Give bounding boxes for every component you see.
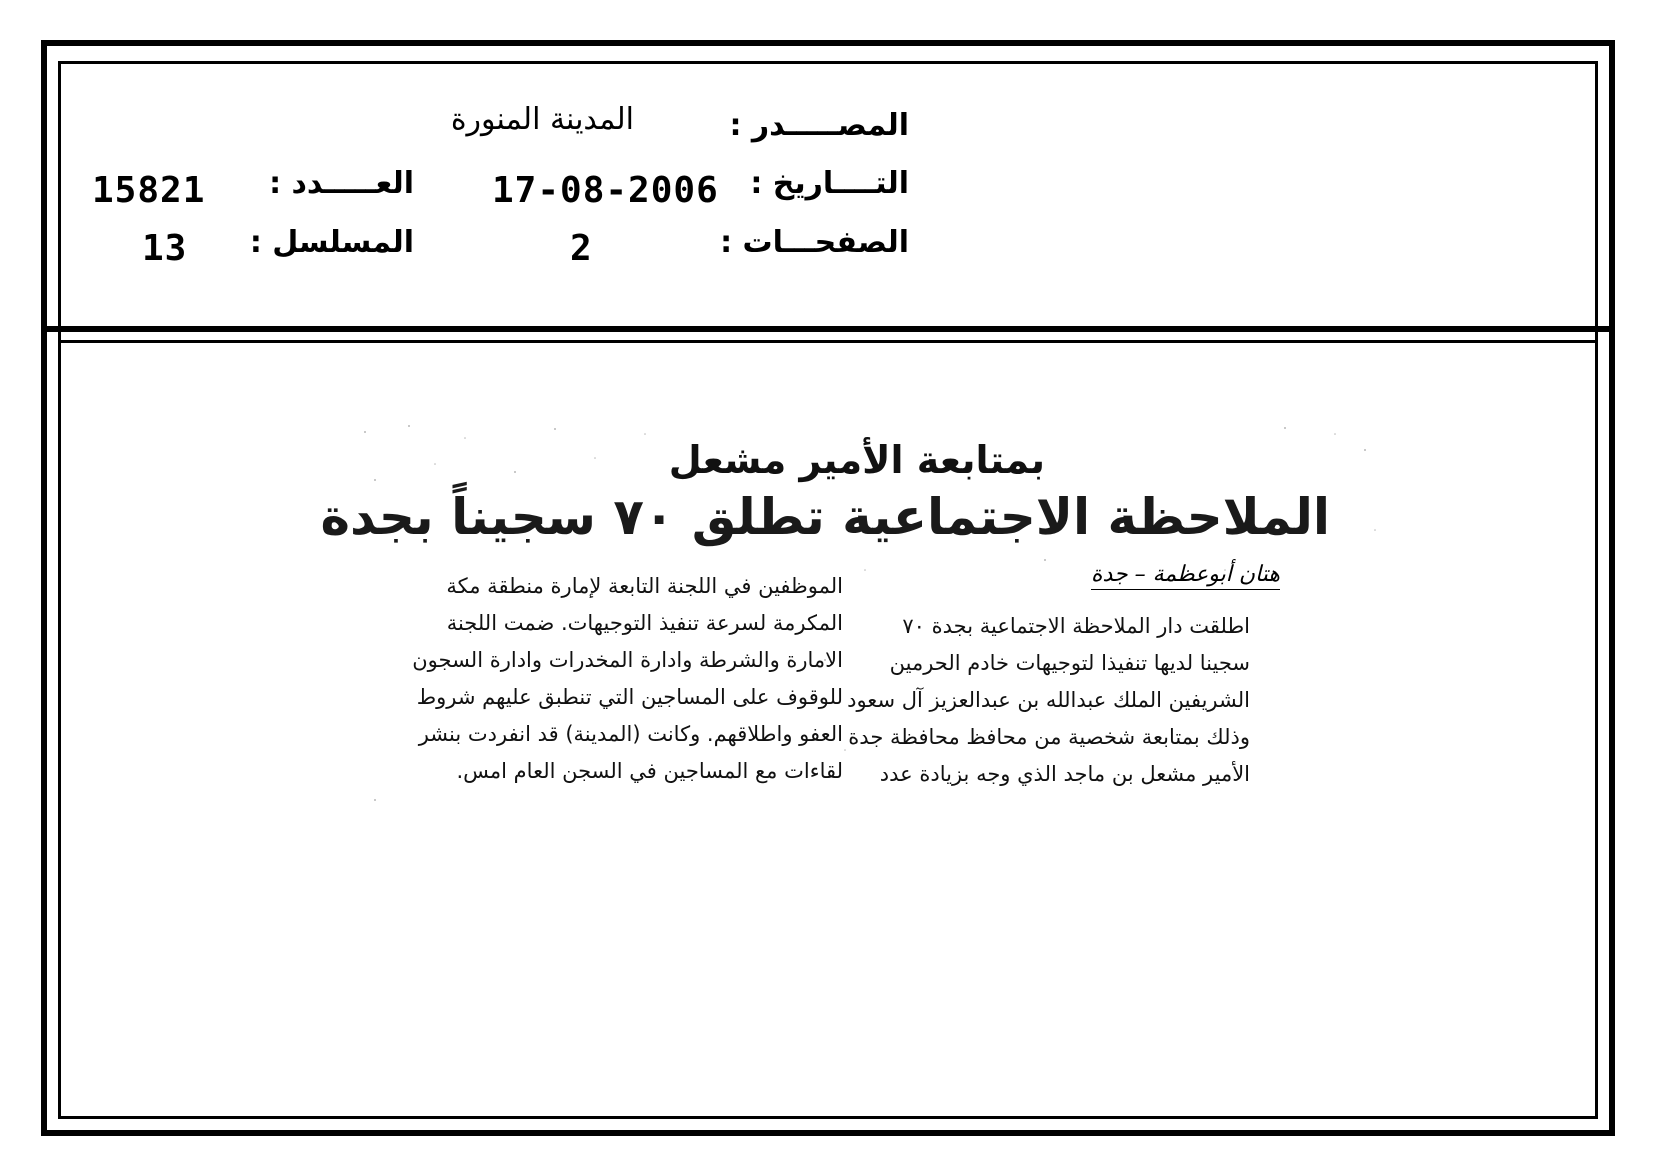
date-value: 17-08-2006: [492, 170, 719, 211]
column-line: سجينا لديها تنفيذا لتوجيهات خادم الحرمين: [889, 651, 1250, 675]
header-divider-thin: [58, 340, 1598, 343]
source-value: المدينة المنورة: [450, 102, 634, 137]
article-headline: الملاحظة الاجتماعية تطلق ٧٠ سجيناً بجدة: [320, 488, 1330, 546]
column-line: المكرمة لسرعة تنفيذ التوجيهات. ضمت اللجنة: [446, 611, 843, 635]
column-line: وذلك بمتابعة شخصية من محافظ محافظة جدة: [848, 725, 1250, 749]
serial-label: المسلسل :: [249, 225, 414, 260]
header-divider: [41, 326, 1615, 332]
serial-value: 13: [142, 228, 188, 269]
column-line: لقاءات مع المساجين في السجن العام امس.: [456, 759, 843, 783]
article-clipping: [320, 420, 1385, 820]
pages-label: الصفحـــات :: [720, 225, 909, 260]
column-line: اطلقت دار الملاحظة الاجتماعية بجدة ٧٠: [902, 614, 1250, 638]
article-kicker: بمتابعة الأمير مشعل: [668, 438, 1045, 482]
column-line: الشريفين الملك عبدالله بن عبدالعزيز آل سعود: [847, 688, 1250, 712]
article-column-left: [345, 568, 843, 790]
issue-value: 15821: [92, 170, 206, 211]
issue-label: العـــــدد :: [269, 166, 414, 201]
source-label: المصـــــدر :: [729, 108, 909, 143]
article-column-right: [810, 608, 1290, 793]
date-label: التــــاريخ :: [750, 166, 909, 201]
column-line: للوقوف على المساجين التي تنطبق عليهم شروط: [416, 685, 843, 709]
column-line: الأمير مشعل بن ماجد الذي وجه بزيادة عدد: [879, 762, 1250, 786]
article-byline: هتان أبوعظمة – جدة: [1091, 562, 1280, 590]
column-line: العفو واطلاقهم. وكانت (المدينة) قد انفردت بنشر: [418, 722, 843, 746]
column-line: الامارة والشرطة وادارة المخدرات وادارة السجون: [412, 648, 843, 672]
pages-value: 2: [570, 228, 593, 269]
column-line: الموظفين في اللجنة التابعة لإمارة منطقة مكة: [446, 574, 843, 598]
